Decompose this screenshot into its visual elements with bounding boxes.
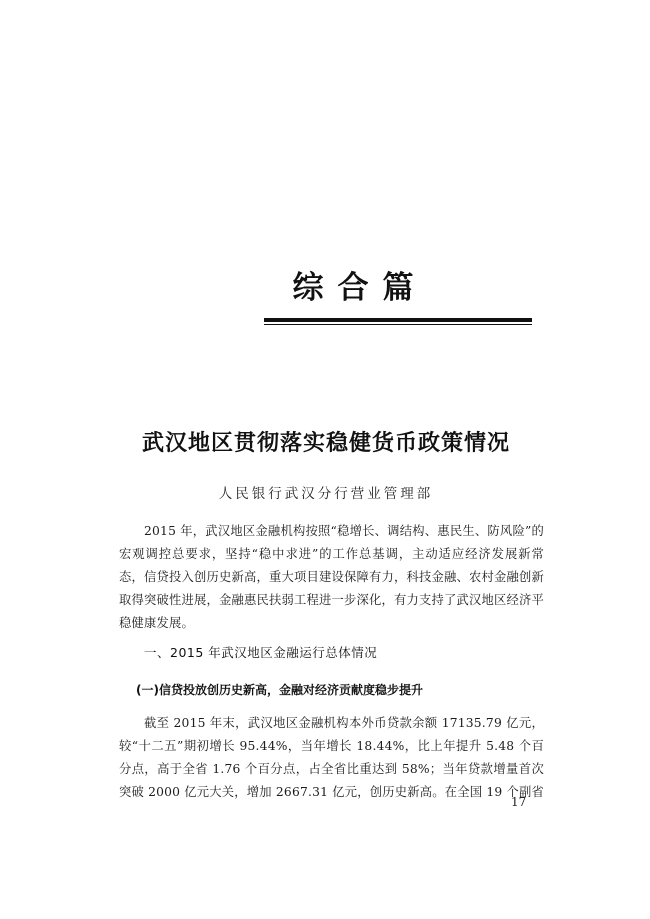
section-heading-1: 一、2015 年武汉地区金融运行总体情况 [144,645,378,660]
intro-paragraph: 2015 年，武汉地区金融机构按照“稳增长、调结构、惠民生、防风险”的宏观调控总要求，坚持“稳中求进”的工作总基调，主动适应经济发展新常态，信贷投入创历史新高，重大项目建设保障有力，科技金融、农村金融创新取得突破性进展，金融惠民扶弱工程进一步深化，有力支持了武汉地区经济平稳健康发展。 [119,524,544,630]
subsection-heading-1: (一)信贷投放创历史新高，金融对经济贡献度稳步提升 [136,683,423,697]
article-author: 人民银行武汉分行营业管理部 [218,486,434,502]
page-number: 17 [511,795,527,809]
article-title: 武汉地区贯彻落实稳健货币政策情况 [141,430,510,456]
section-rule-thick [264,318,532,322]
section-rule-thin [264,324,532,325]
section-title: 综合篇 [292,270,428,306]
body-paragraph: 截至 2015 年末，武汉地区金融机构本外币贷款余额 17135.79 亿元，较“十二五”期初增长 95.44%，当年增长 18.44%，比上年提升 5.48 个百分点，高于全省 1.76 个百分点，占全省比重达到 58%；当年贷款增量首次突破 2000 亿元大关，增加 2667.31 亿元，创历史新高。在全国 19 个副省 [119,716,544,799]
